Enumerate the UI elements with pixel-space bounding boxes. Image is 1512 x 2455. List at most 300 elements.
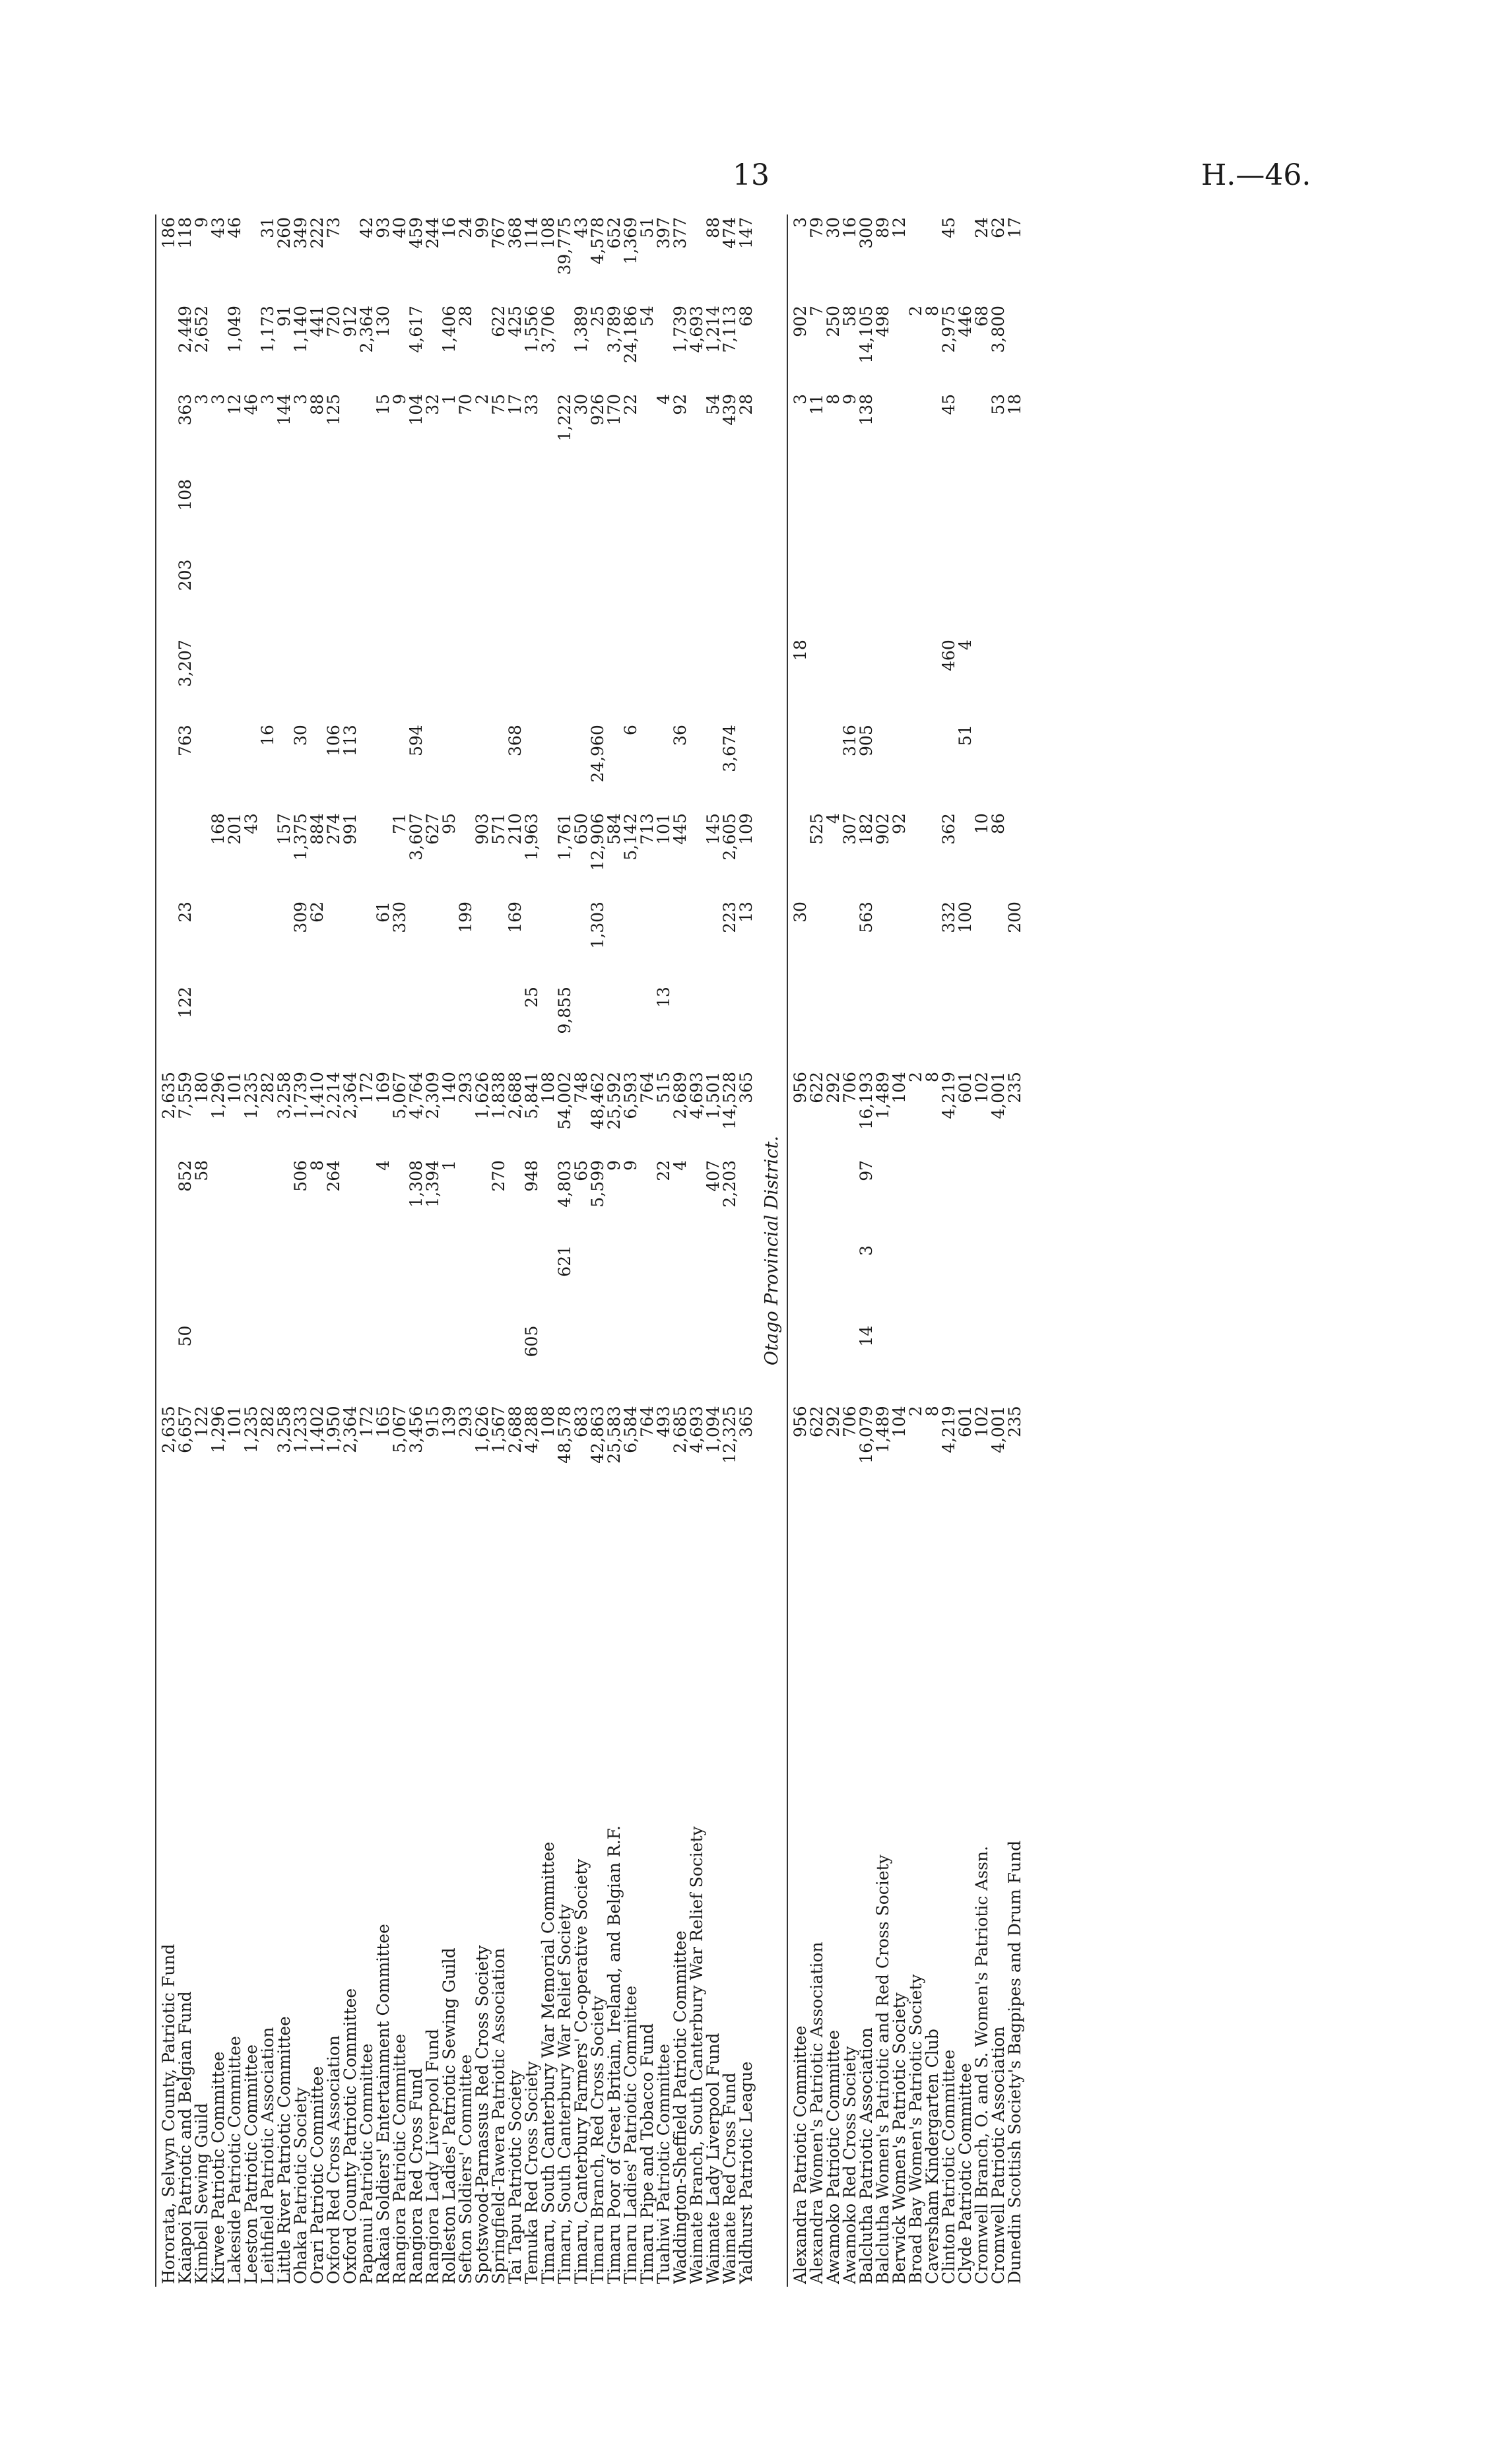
amount-cell [556, 557, 573, 638]
amount-cell [874, 557, 891, 638]
amount-cell: 235 [1005, 1072, 1024, 1103]
amount-cell [1006, 1243, 1023, 1323]
amount-cell [540, 476, 556, 557]
amount-cell: 3 [209, 393, 228, 405]
amount-cell: 95 [440, 813, 459, 834]
amount-cell: 260 [275, 217, 294, 249]
amount-cell: 88 [704, 217, 723, 238]
amount-cell: 748 [572, 1072, 591, 1103]
amount-cell [721, 476, 738, 557]
amount-cell [259, 557, 276, 638]
amount-cell: 17 [1005, 217, 1024, 238]
amount-cell [606, 984, 622, 1069]
amount-cell [808, 476, 825, 557]
amount-cell: 363 [176, 393, 195, 426]
amount-cell [907, 557, 924, 638]
amount-cell [738, 557, 754, 638]
amount-cell: 956 [791, 1406, 810, 1438]
amount-cell: 122 [192, 1406, 211, 1438]
amount-cell: 201 [225, 813, 244, 845]
amount-cell [226, 476, 243, 557]
amount-cell: 2 [906, 1406, 925, 1417]
amount-cell [490, 899, 507, 984]
amount-cell [408, 637, 424, 722]
amount-cell: 506 [291, 1160, 310, 1192]
amount-cell: 2 [906, 306, 925, 316]
amount-cell [573, 476, 589, 557]
fund-name-cell: Papanui Patriotic Committee [357, 2043, 376, 2284]
amount-cell [243, 214, 259, 303]
amount-cell [705, 984, 721, 1069]
amount-cell: 104 [890, 1406, 909, 1438]
amount-cell [540, 1323, 556, 1404]
amount-cell: 3,258 [275, 1406, 294, 1453]
amount-cell [973, 637, 990, 722]
amount-cell [672, 899, 688, 984]
amount-cell: 316 [840, 725, 859, 756]
fund-name-cell: Hororata, Selwyn County, Patriotic Fund [159, 1944, 178, 2284]
amount-cell [990, 1158, 1006, 1243]
amount-cell [973, 557, 990, 638]
amount-cell [358, 1158, 375, 1243]
amount-cell: 1,963 [522, 813, 541, 861]
amount-cell: 54 [638, 306, 657, 327]
amount-cell [622, 557, 639, 638]
amount-cell: 43 [572, 217, 591, 238]
table-row [841, 214, 858, 2287]
amount-cell [924, 214, 940, 303]
table-row [177, 214, 193, 2287]
amount-cell: 282 [258, 1072, 277, 1103]
amount-cell [973, 1158, 990, 1243]
amount-cell: 764 [638, 1406, 657, 1438]
amount-cell: 282 [258, 1406, 277, 1438]
amount-cell [226, 1243, 243, 1323]
amount-cell [825, 476, 841, 557]
amount-cell [160, 391, 177, 476]
fund-name-cell: Timaru Branch, Red Cross Society [588, 1995, 607, 2284]
amount-cell [825, 557, 841, 638]
amount-cell [540, 1243, 556, 1323]
amount-cell: 270 [489, 1160, 508, 1192]
amount-cell: 4 [374, 1160, 393, 1171]
amount-cell [424, 476, 441, 557]
amount-cell: 4,617 [407, 306, 426, 353]
table-row [705, 214, 721, 2287]
amount-cell [973, 722, 990, 810]
amount-cell: 1,222 [555, 393, 574, 442]
amount-cell [589, 637, 606, 722]
amount-cell: 108 [539, 1072, 558, 1103]
amount-cell: 65 [572, 1160, 591, 1181]
amount-cell: 108 [539, 217, 558, 249]
amount-cell [358, 984, 375, 1069]
fund-name-cell: Rangiora Lady Liverpool Fund [423, 2029, 442, 2284]
amount-cell: 22 [654, 1160, 673, 1181]
amount-cell [940, 1243, 957, 1323]
amount-cell [193, 476, 210, 557]
amount-cell [891, 1158, 907, 1243]
amount-cell: 102 [972, 1072, 991, 1103]
amount-cell [721, 557, 738, 638]
amount-cell: 50 [176, 1325, 195, 1347]
amount-cell [655, 476, 672, 557]
amount-cell [924, 1323, 940, 1404]
amount-cell: 767 [489, 217, 508, 249]
amount-cell: 445 [671, 813, 690, 845]
table-row [573, 214, 589, 2287]
amount-cell: 51 [956, 725, 975, 746]
amount-cell: 46 [225, 217, 244, 238]
otago-section [787, 214, 1023, 2287]
amount-cell [721, 637, 738, 722]
amount-cell [874, 476, 891, 557]
amount-cell: 362 [939, 813, 958, 845]
amount-cell [606, 899, 622, 984]
amount-cell: 4,001 [989, 1072, 1008, 1119]
amount-cell: 3 [791, 393, 810, 405]
amount-cell: 903 [473, 813, 492, 845]
amount-cell: 12,906 [588, 813, 607, 871]
amount-cell: 101 [225, 1406, 244, 1438]
amount-cell: 4,219 [939, 1072, 958, 1119]
amount-cell: 25,592 [605, 1072, 624, 1130]
amount-cell [457, 984, 474, 1069]
fund-name-cell: Rolleston Ladies' Patriotic Sewing Guild [440, 1948, 459, 2284]
fund-name-cell: Clinton Patriotic Committee [939, 2049, 958, 2284]
amount-cell [375, 722, 391, 810]
fund-name-cell: Waddington-Sheffield Patriotic Committee [671, 1930, 690, 2284]
amount-cell: 3 [791, 217, 810, 228]
amount-cell: 912 [341, 306, 360, 337]
amount-cell [924, 810, 940, 899]
amount-cell [391, 1243, 408, 1323]
amount-cell: 125 [324, 393, 343, 426]
amount-cell [259, 899, 276, 984]
amount-cell: 42 [357, 217, 376, 238]
amount-cell [226, 557, 243, 638]
amount-cell: 309 [291, 901, 310, 933]
amount-cell [738, 1158, 754, 1243]
amount-cell: 4,764 [407, 1072, 426, 1119]
table-row [259, 214, 276, 2287]
amount-cell: 1,739 [671, 306, 690, 353]
fund-name-cell: Sefton Soldiers' Committee [456, 2054, 475, 2284]
amount-cell [688, 214, 705, 303]
amount-cell [792, 1243, 808, 1323]
amount-cell [375, 1323, 391, 1404]
amount-cell [358, 722, 375, 810]
amount-cell [907, 984, 924, 1069]
table-row [309, 214, 325, 2287]
amount-cell: 621 [555, 1245, 574, 1277]
amount-cell [891, 557, 907, 638]
amount-cell: 1,406 [440, 306, 459, 353]
amount-cell [573, 1323, 589, 1404]
amount-cell [825, 637, 841, 722]
table-row [556, 214, 573, 2287]
amount-cell [342, 984, 358, 1069]
amount-cell: 1,375 [291, 813, 310, 861]
fund-name-cell: Waimate Red Cross Fund [720, 2072, 739, 2284]
amount-cell: 250 [824, 306, 843, 337]
amount-cell: 169 [374, 1072, 393, 1103]
amount-cell [424, 1243, 441, 1323]
table-row [957, 214, 973, 2287]
amount-cell [655, 1243, 672, 1323]
amount-cell: 5,067 [390, 1406, 409, 1453]
amount-cell [540, 1158, 556, 1243]
amount-cell [210, 899, 226, 984]
table-row [738, 214, 754, 2287]
amount-cell: 1,308 [407, 1160, 426, 1208]
amount-cell: 114 [522, 217, 541, 249]
amount-cell: 2,364 [341, 1072, 360, 1119]
amount-cell [358, 1323, 375, 1404]
fund-name-cell: Alexandra Women's Patriotic Association [807, 1942, 826, 2284]
fund-name-cell: Balclutha Women's Patriotic and Red Cross Society [873, 1854, 892, 2284]
amount-cell [160, 1323, 177, 1404]
table-row [276, 214, 292, 2287]
amount-cell [309, 637, 325, 722]
amount-cell [358, 557, 375, 638]
table-row [973, 214, 990, 2287]
amount-cell: 3,607 [407, 813, 426, 861]
amount-cell [210, 637, 226, 722]
amount-cell [408, 1243, 424, 1323]
table-row [672, 214, 688, 2287]
amount-cell [474, 722, 490, 810]
amount-cell: 14 [857, 1325, 876, 1347]
fund-name-cell: Yaldhurst Patriotic League [737, 2061, 756, 2284]
amount-cell: 36 [671, 725, 690, 746]
amount-cell [688, 1323, 705, 1404]
amount-cell [226, 899, 243, 984]
amount-cell: 42,863 [588, 1406, 607, 1464]
table-row [441, 214, 457, 2287]
amount-cell [825, 984, 841, 1069]
amount-cell: 54,002 [555, 1072, 574, 1130]
amount-cell [160, 637, 177, 722]
amount-cell: 4 [956, 639, 975, 651]
amount-cell [891, 1323, 907, 1404]
amount-cell: 459 [407, 217, 426, 249]
amount-cell [474, 1323, 490, 1404]
amount-cell: 683 [572, 1406, 591, 1438]
amount-cell [243, 899, 259, 984]
amount-cell [259, 476, 276, 557]
amount-cell [825, 722, 841, 810]
fund-name-cell: Waimate Lady Liverpool Fund [704, 2033, 723, 2284]
amount-cell [556, 303, 573, 391]
amount-cell [523, 899, 540, 984]
amount-cell [957, 1323, 973, 1404]
amount-cell: 12 [890, 217, 909, 238]
fund-name-cell: Cromwell Patriotic Association [989, 2026, 1008, 2284]
amount-cell [441, 1243, 457, 1323]
amount-cell: 1,761 [555, 813, 574, 861]
amount-cell: 368 [506, 725, 525, 756]
amount-cell [243, 557, 259, 638]
amount-cell [973, 1243, 990, 1323]
table-row [424, 214, 441, 2287]
amount-cell: 9 [192, 217, 211, 228]
fund-name-cell: Oxford County Patriotic Committee [341, 1988, 360, 2284]
amount-cell [705, 1243, 721, 1323]
amount-cell: 118 [176, 217, 195, 249]
amount-cell: 2,214 [324, 1072, 343, 1119]
table-row [292, 214, 309, 2287]
amount-cell [210, 476, 226, 557]
fund-name-cell: Timaru, South Canterbury War Memorial Committee [539, 1841, 558, 2284]
amount-cell [792, 476, 808, 557]
table-row [358, 214, 375, 2287]
amount-cell: 235 [1005, 1406, 1024, 1438]
amount-cell [907, 1323, 924, 1404]
amount-cell: 377 [671, 217, 690, 249]
fund-name-cell: Rakaia Soldiers' Entertainment Committee [374, 1924, 393, 2284]
amount-cell: 1,489 [873, 1406, 892, 1453]
amount-cell: 460 [939, 639, 958, 671]
amount-cell: 14,528 [720, 1072, 739, 1130]
amount-cell [259, 637, 276, 722]
amount-cell [924, 984, 940, 1069]
amount-cell: 22 [621, 393, 640, 415]
amount-cell [457, 1243, 474, 1323]
amount-cell [160, 1243, 177, 1323]
amount-cell [858, 637, 874, 722]
amount-cell [1006, 637, 1023, 722]
amount-cell [655, 557, 672, 638]
amount-cell [540, 810, 556, 899]
amount-cell: 5,067 [390, 1072, 409, 1119]
amount-cell [738, 984, 754, 1069]
amount-cell [957, 476, 973, 557]
amount-cell [490, 722, 507, 810]
amount-cell [457, 1323, 474, 1404]
amount-cell [891, 984, 907, 1069]
fund-name-cell: Timaru, South Canterbury War Relief Society [555, 1904, 574, 2284]
amount-cell [243, 984, 259, 1069]
amount-cell [259, 984, 276, 1069]
amount-cell: 70 [456, 393, 475, 415]
amount-cell [424, 303, 441, 391]
amount-cell [705, 557, 721, 638]
amount-cell [523, 476, 540, 557]
amount-cell: 605 [522, 1325, 541, 1358]
amount-cell [507, 1243, 523, 1323]
fund-name-cell: Berwick Women's Patriotic Society [890, 1992, 909, 2284]
amount-cell [1006, 810, 1023, 899]
fund-name-cell: Kimbell Sewing Guild [192, 2103, 211, 2284]
amount-cell [193, 1243, 210, 1323]
amount-cell [1006, 1158, 1023, 1243]
amount-cell [721, 1243, 738, 1323]
amount-cell: 46 [242, 393, 261, 415]
amount-cell [210, 1243, 226, 1323]
amount-cell: 2,975 [939, 306, 958, 353]
amount-cell [358, 476, 375, 557]
amount-cell [841, 476, 858, 557]
amount-cell [540, 899, 556, 984]
amount-cell [858, 984, 874, 1069]
amount-cell [924, 637, 940, 722]
table-row [874, 214, 891, 2287]
amount-cell: 1,567 [489, 1406, 508, 1453]
amount-cell [325, 984, 342, 1069]
amount-cell [808, 899, 825, 984]
amount-cell: 3 [258, 393, 277, 405]
amount-cell [808, 637, 825, 722]
amount-cell [243, 1243, 259, 1323]
amount-cell [639, 637, 655, 722]
amount-cell [193, 810, 210, 899]
amount-cell [874, 1323, 891, 1404]
amount-cell [160, 810, 177, 899]
amount-cell [841, 984, 858, 1069]
amount-cell: 53 [989, 393, 1008, 415]
amount-cell [792, 1323, 808, 1404]
amount-cell [292, 476, 309, 557]
amount-cell: 4,803 [555, 1160, 574, 1208]
amount-cell: 102 [972, 1406, 991, 1438]
amount-cell: 441 [308, 306, 327, 337]
amount-cell [973, 984, 990, 1069]
table-row [622, 214, 639, 2287]
amount-cell [825, 899, 841, 984]
amount-cell [507, 1323, 523, 1404]
table-row [721, 214, 738, 2287]
amount-cell [424, 557, 441, 638]
amount-cell: 24,960 [588, 725, 607, 783]
amount-cell [622, 899, 639, 984]
amount-cell: 12,325 [720, 1406, 739, 1464]
amount-cell [841, 899, 858, 984]
amount-cell [325, 637, 342, 722]
amount-cell [957, 1158, 973, 1243]
amount-cell [474, 557, 490, 638]
amount-cell [292, 1323, 309, 1404]
amount-cell: 93 [374, 217, 393, 238]
amount-cell: 14,105 [857, 306, 876, 364]
amount-cell: 601 [956, 1072, 975, 1103]
amount-cell [891, 391, 907, 476]
amount-cell [672, 557, 688, 638]
amount-cell: 244 [423, 217, 442, 249]
amount-cell: 75 [489, 393, 508, 415]
fund-name-cell: Oxford Red Cross Association [324, 2035, 343, 2284]
amount-cell [226, 637, 243, 722]
amount-cell [457, 722, 474, 810]
amount-cell: 71 [390, 813, 409, 834]
amount-cell [841, 557, 858, 638]
table-row [375, 214, 391, 2287]
amount-cell: 330 [390, 901, 409, 933]
amount-cell: 3,456 [407, 1406, 426, 1453]
amount-cell [160, 984, 177, 1069]
amount-cell: 1,626 [473, 1072, 492, 1119]
amount-cell [738, 637, 754, 722]
amount-cell [193, 722, 210, 810]
amount-cell: 332 [939, 901, 958, 933]
amount-cell [556, 722, 573, 810]
amount-cell [160, 476, 177, 557]
fund-name-cell: Rangiora Red Cross Fund [407, 2068, 426, 2284]
fund-name-cell: Broad Bay Women's Patriotic Society [906, 1974, 925, 2284]
amount-cell [907, 1243, 924, 1323]
amount-cell: 68 [737, 306, 756, 327]
amount-cell: 23 [176, 901, 195, 923]
